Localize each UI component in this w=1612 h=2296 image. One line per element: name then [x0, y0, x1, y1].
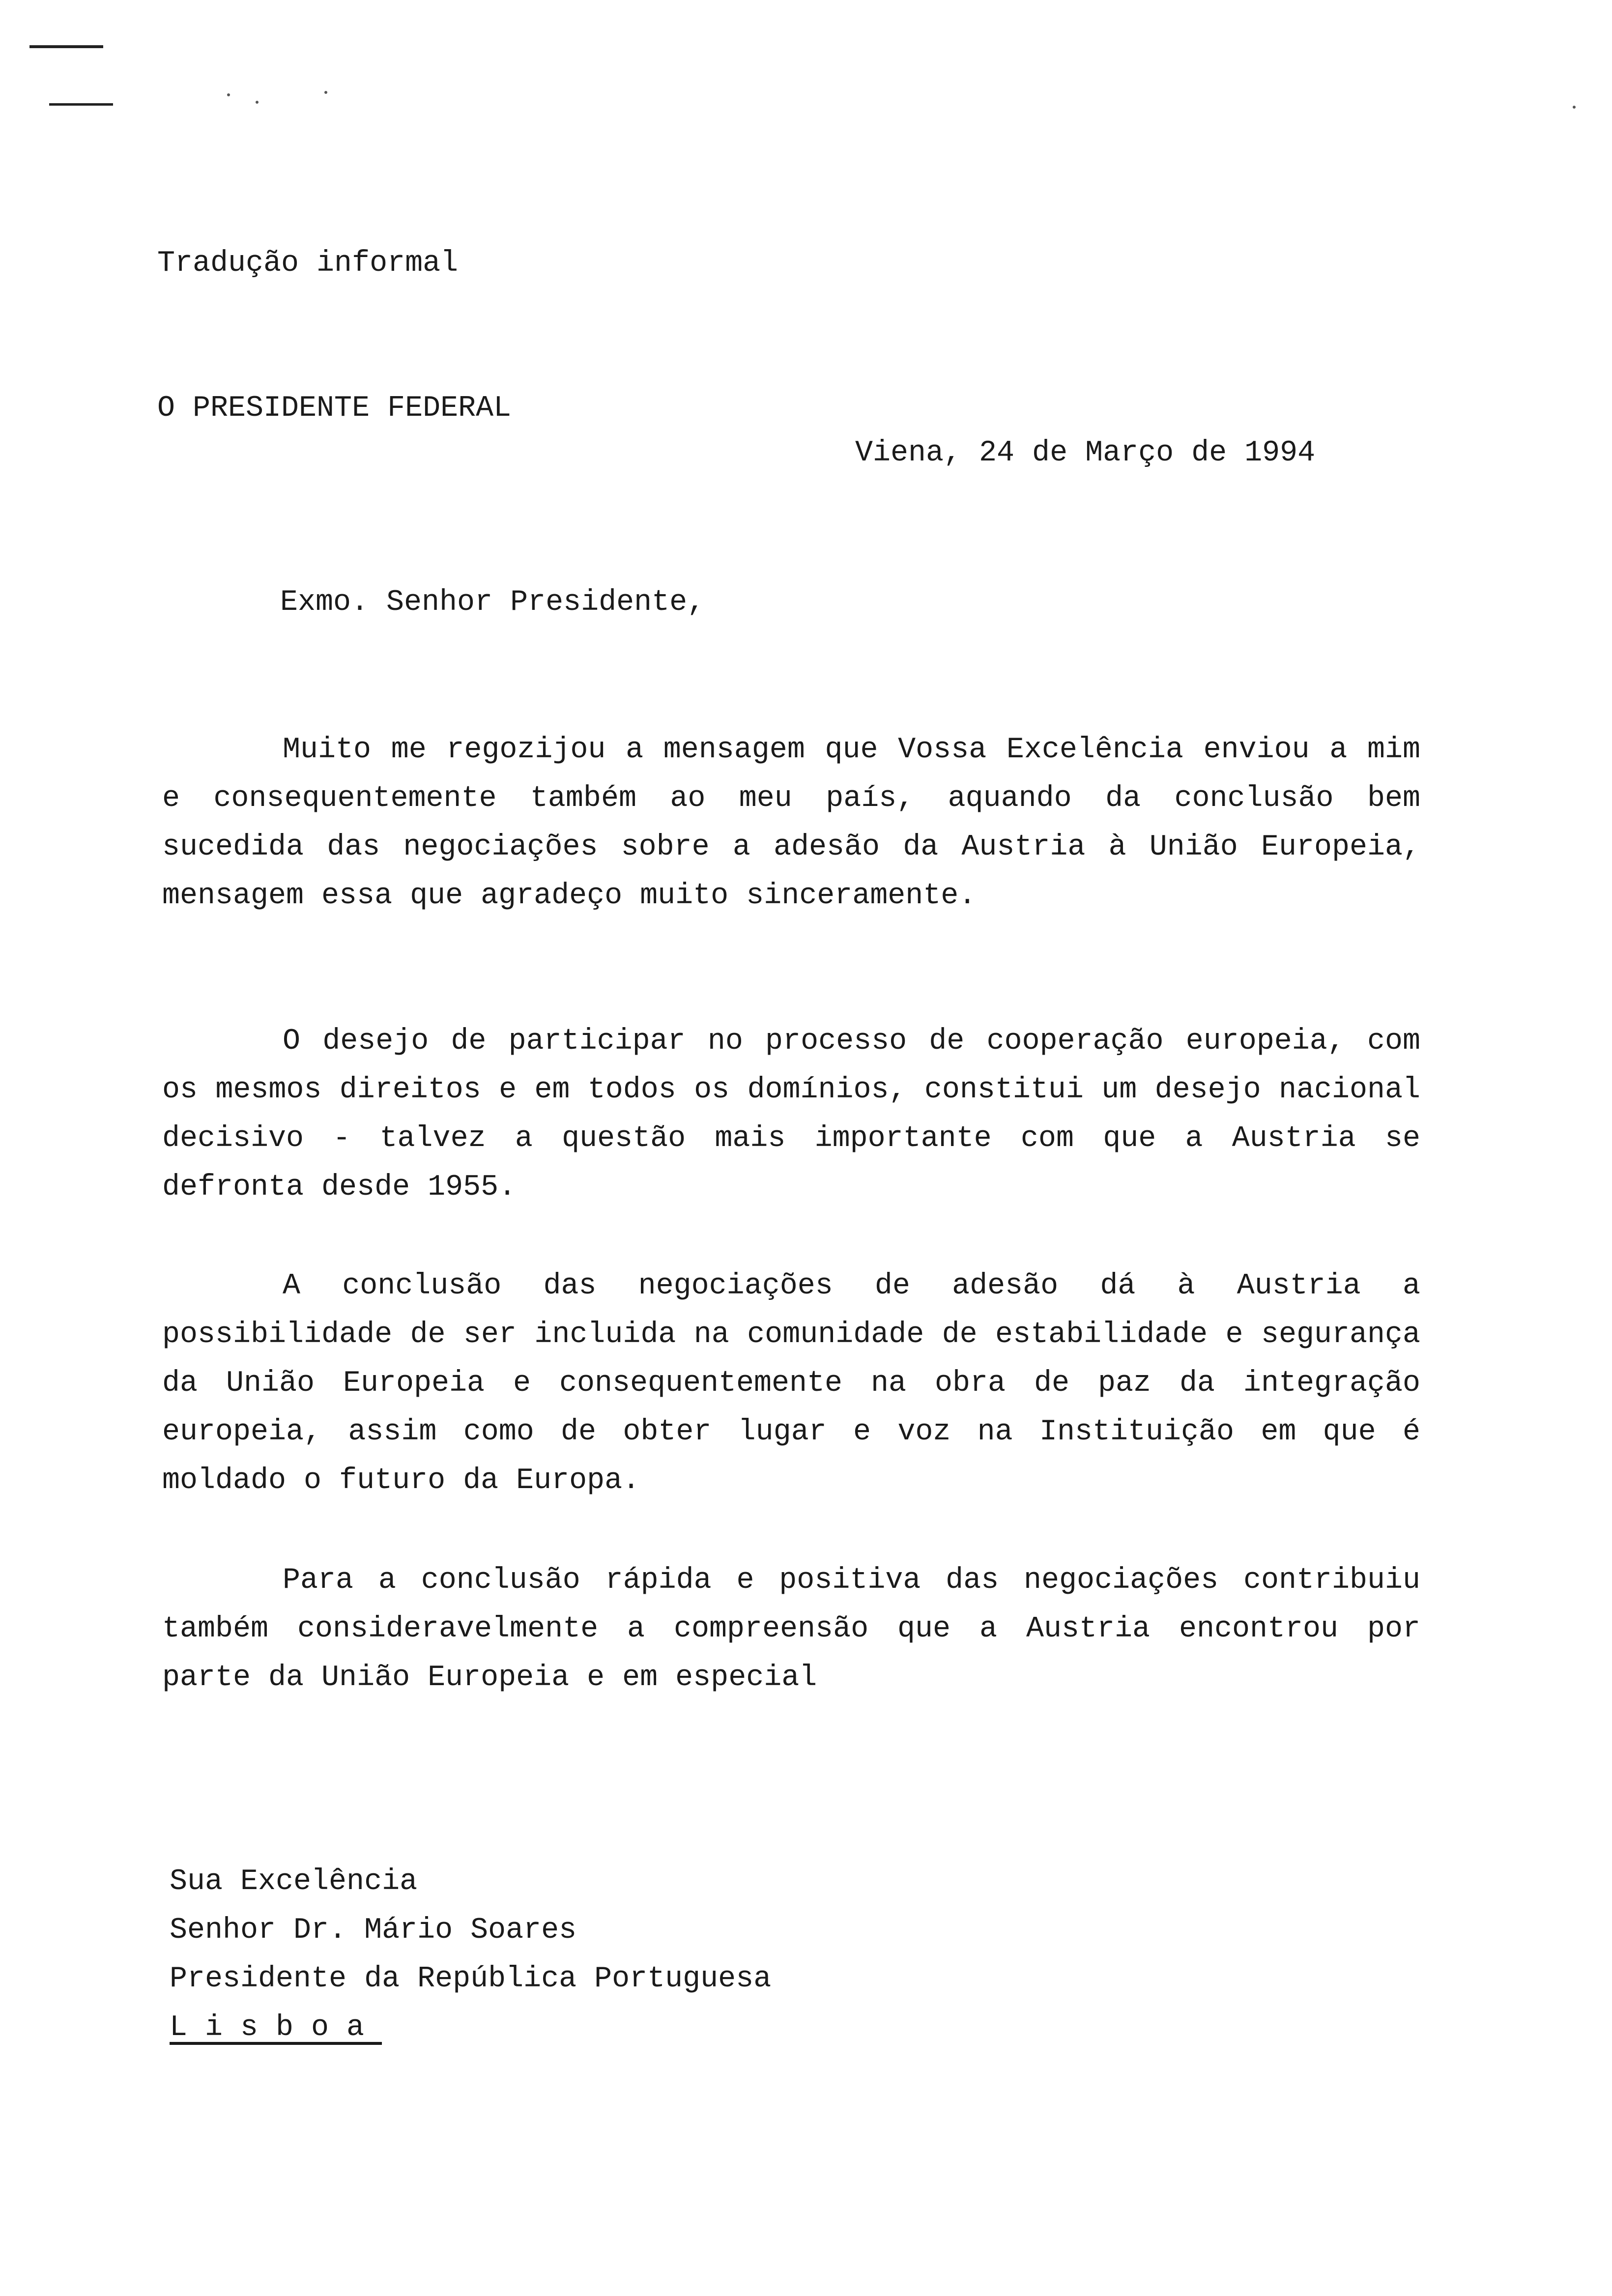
recipient-line: Sua Excelência [170, 1865, 418, 1898]
translation-label: Tradução informal [157, 247, 459, 280]
place-date: Viena, 24 de Março de 1994 [855, 436, 1316, 470]
scan-speck [324, 91, 327, 94]
body-paragraph [162, 726, 1420, 920]
scan-mark-top-left [29, 45, 103, 48]
scan-mark-left [49, 103, 113, 106]
scan-speck [1573, 106, 1576, 109]
sender-title: O PRESIDENTE FEDERAL [157, 392, 512, 425]
paragraph-text: A conclusão das negociações de adesão dá à Austria a possibilidade de ser incluida na comunidade de estabilidade e segurança da União Europeia e consequentemente na obra de paz da integração europeia, assim como de obter lugar e voz na Instituição em que é moldado o futuro da Europa. [162, 1269, 1420, 1497]
body-paragraph [162, 1556, 1420, 1702]
salutation: Exmo. Senhor Presidente, [280, 586, 705, 619]
body-paragraph [162, 1017, 1420, 1212]
body-paragraph [162, 1262, 1420, 1505]
paragraph-text: Muito me regozijou a mensagem que Vossa Excelência enviou a mim e consequentemente também ao meu país, aquando da conclusão bem sucedida das negociações sobre a adesão da Austria à União Europeia, mensagem essa que agradeço muito sinceramente. [162, 733, 1420, 913]
recipient-line: Presidente da República Portuguesa [170, 1962, 772, 1996]
paragraph-text: O desejo de participar no processo de cooperação europeia, com os mesmos direitos e em todos os domínios, constitui um desejo nacional decisivo - talvez a questão mais importante com que a Austria se defronta desde 1955. [162, 1025, 1420, 1204]
recipient-address [170, 1858, 771, 2052]
recipient-city: Lisboa [170, 2011, 382, 2044]
scan-speck [256, 101, 259, 104]
paragraph-text: Para a conclusão rápida e positiva das negociações contribuiu também consideravelmente a compreensão que a Austria encontrou por parte da União Europeia e em especial [162, 1564, 1420, 1694]
recipient-line: Senhor Dr. Mário Soares [170, 1914, 577, 1947]
scan-speck [227, 93, 230, 96]
